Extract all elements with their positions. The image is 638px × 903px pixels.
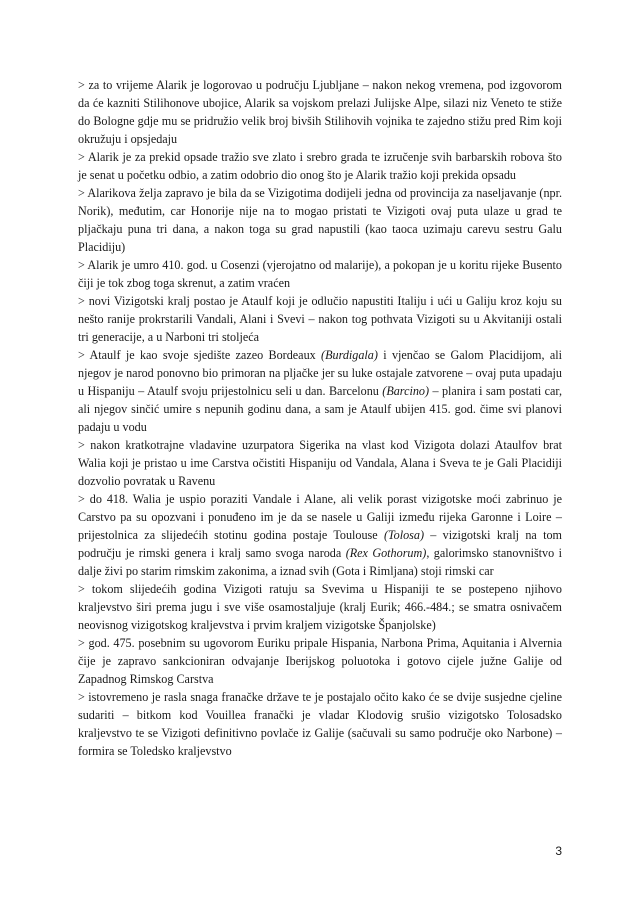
- italic-term: (Rex Gothorum): [345, 546, 427, 560]
- bullet-paragraph: [78, 688, 562, 760]
- paragraph-text: – planira i sam postati car, ali njegov sinčić umire s nepunih godinu dana, a sam je Ataulf ubijen 415. god. čime svi planovi padaju u vodu: [78, 384, 562, 434]
- bullet-paragraph: [78, 256, 562, 292]
- document-body: [78, 76, 562, 760]
- bullet-paragraph: [78, 436, 562, 490]
- paragraph-text: > Alarik je umro 410. god. u Cosenzi (vjerojatno od malarije), a pokopan je u koritu rijeke Busento čiji je tok zbog toga skrenut, a zatim vraćen: [78, 258, 562, 290]
- paragraph-text: > do 418. Walia je uspio poraziti Vandale i Alane, ali velik porast vizigotske moći zabrinuo je Carstvo pa su opozvani i ponuđeno im je da se nasele u Galiji između rijeka Garonne i Loire – prijestolnica za slijedećih stotinu godina postaje Toulouse: [78, 492, 562, 542]
- italic-term: (Barcino): [382, 384, 430, 398]
- italic-term: (Burdigala): [321, 348, 378, 362]
- italic-term: (Tolosa): [383, 528, 424, 542]
- paragraph-text: , galorimsko stanovništvo i dalje živi po starim rimskim zakonima, a iznad svih (Gota i Rimljana) stoji rimski car: [78, 546, 562, 578]
- bullet-paragraph: [78, 634, 562, 688]
- page-number: 3: [555, 844, 562, 858]
- paragraph-text: i vjenčao se Galom Placidijom, ali njegov je narod ponovno bio primoran na pljačke jer su luke ostajale zatvorene – ovaj puta upadaju u Hispaniju – Ataulf svoju prijestolnicu seli u dan. Barcelonu: [78, 348, 562, 398]
- paragraph-text: – vizigotski kralj na tom području je rimski genera i kralj samo svoga naroda: [78, 528, 562, 560]
- paragraph-text: > Ataulf je kao svoje sjedište zazeo Bordeaux: [78, 348, 322, 362]
- paragraph-text: > god. 475. posebnim su ugovorom Euriku pripale Hispania, Narbona Prima, Aquitania i Alvernia čije je zapravo sankcioniran odvajanje Iberijskog poluotoka i gotovo cijele južne Galije od Zapadnog Rimskog Carstva: [78, 636, 562, 686]
- bullet-paragraph: [78, 346, 562, 436]
- bullet-paragraph: [78, 292, 562, 346]
- bullet-paragraph: [78, 580, 562, 634]
- paragraph-text: > istovremeno je rasla snaga franačke države te je postajalo očito kako će se dvije susjedne cjeline sudariti – bitkom kod Vouillea franački je vladar Klodovig srušio vizigotsko Tolosadsko kraljevstvo te se Vizigoti definitivno povlače iz Galije (sačuvali su samo područje oko Narbone) – formira se Toledsko kraljevstvo: [78, 690, 562, 758]
- bullet-paragraph: [78, 184, 562, 256]
- bullet-paragraph: [78, 76, 562, 148]
- bullet-paragraph: [78, 148, 562, 184]
- paragraph-text: > tokom slijedećih godina Vizigoti ratuju sa Svevima u Hispaniji te se postepeno njihovo kraljevstvo širi prema jugu i sve više osamostaljuje (kralj Eurik; 466.-484.; se smatra osnivačem neovisnog vizigotskog kraljevstva i prvim kraljem vizigotske Španjolske): [78, 582, 562, 632]
- paragraph-text: > za to vrijeme Alarik je logorovao u području Ljubljane – nakon nekog vremena, pod izgovorom da će kazniti Stilihonove ubojice, Alarik sa vojskom prelazi Julijske Alpe, silazi niz Veneto te stiže do Bologne gdje mu se pridružio velik broj bivših Stilihovih vojnika te zajedno stižu pred Rim koji okružuju i opsjedaju: [78, 78, 562, 146]
- paragraph-text: > Alarikova želja zapravo je bila da se Vizigotima dodijeli jedna od provincija za naseljavanje (npr. Norik), međutim, car Honorije nije na to mogao pristati te Vizigoti ovaj puta ulaze u grad te pljačkaju puna tri dana, a nakon toga su grad napustili (kao taoca uzimaju carevu sestru Galu Placidiju): [78, 186, 562, 254]
- paragraph-text: > Alarik je za prekid opsade tražio sve zlato i srebro grada te izručenje svih barbarskih robova što je senat u početku odbio, a zatim odobrio dio onog što je Alarik tražio koji prekida opsadu: [78, 150, 562, 182]
- paragraph-text: > novi Vizigotski kralj postao je Ataulf koji je odlučio napustiti Italiju i ući u Galiju kroz koju su nešto ranije prokrstarili Vandali, Alani i Svevi – nakon tog pothvata Vizigoti su u Akvitaniji ostali tri generacije, a u Narboni tri stoljeća: [78, 294, 562, 344]
- paragraph-text: > nakon kratkotrajne vladavine uzurpatora Sigerika na vlast kod Vizigota dolazi Ataulfov brat Walia koji je pristao u ime Carstva očistiti Hispaniju od Vandala, Alana i Sveva te je Gali Placidiji dozvolio povratak u Ravenu: [78, 438, 562, 488]
- bullet-paragraph: [78, 490, 562, 580]
